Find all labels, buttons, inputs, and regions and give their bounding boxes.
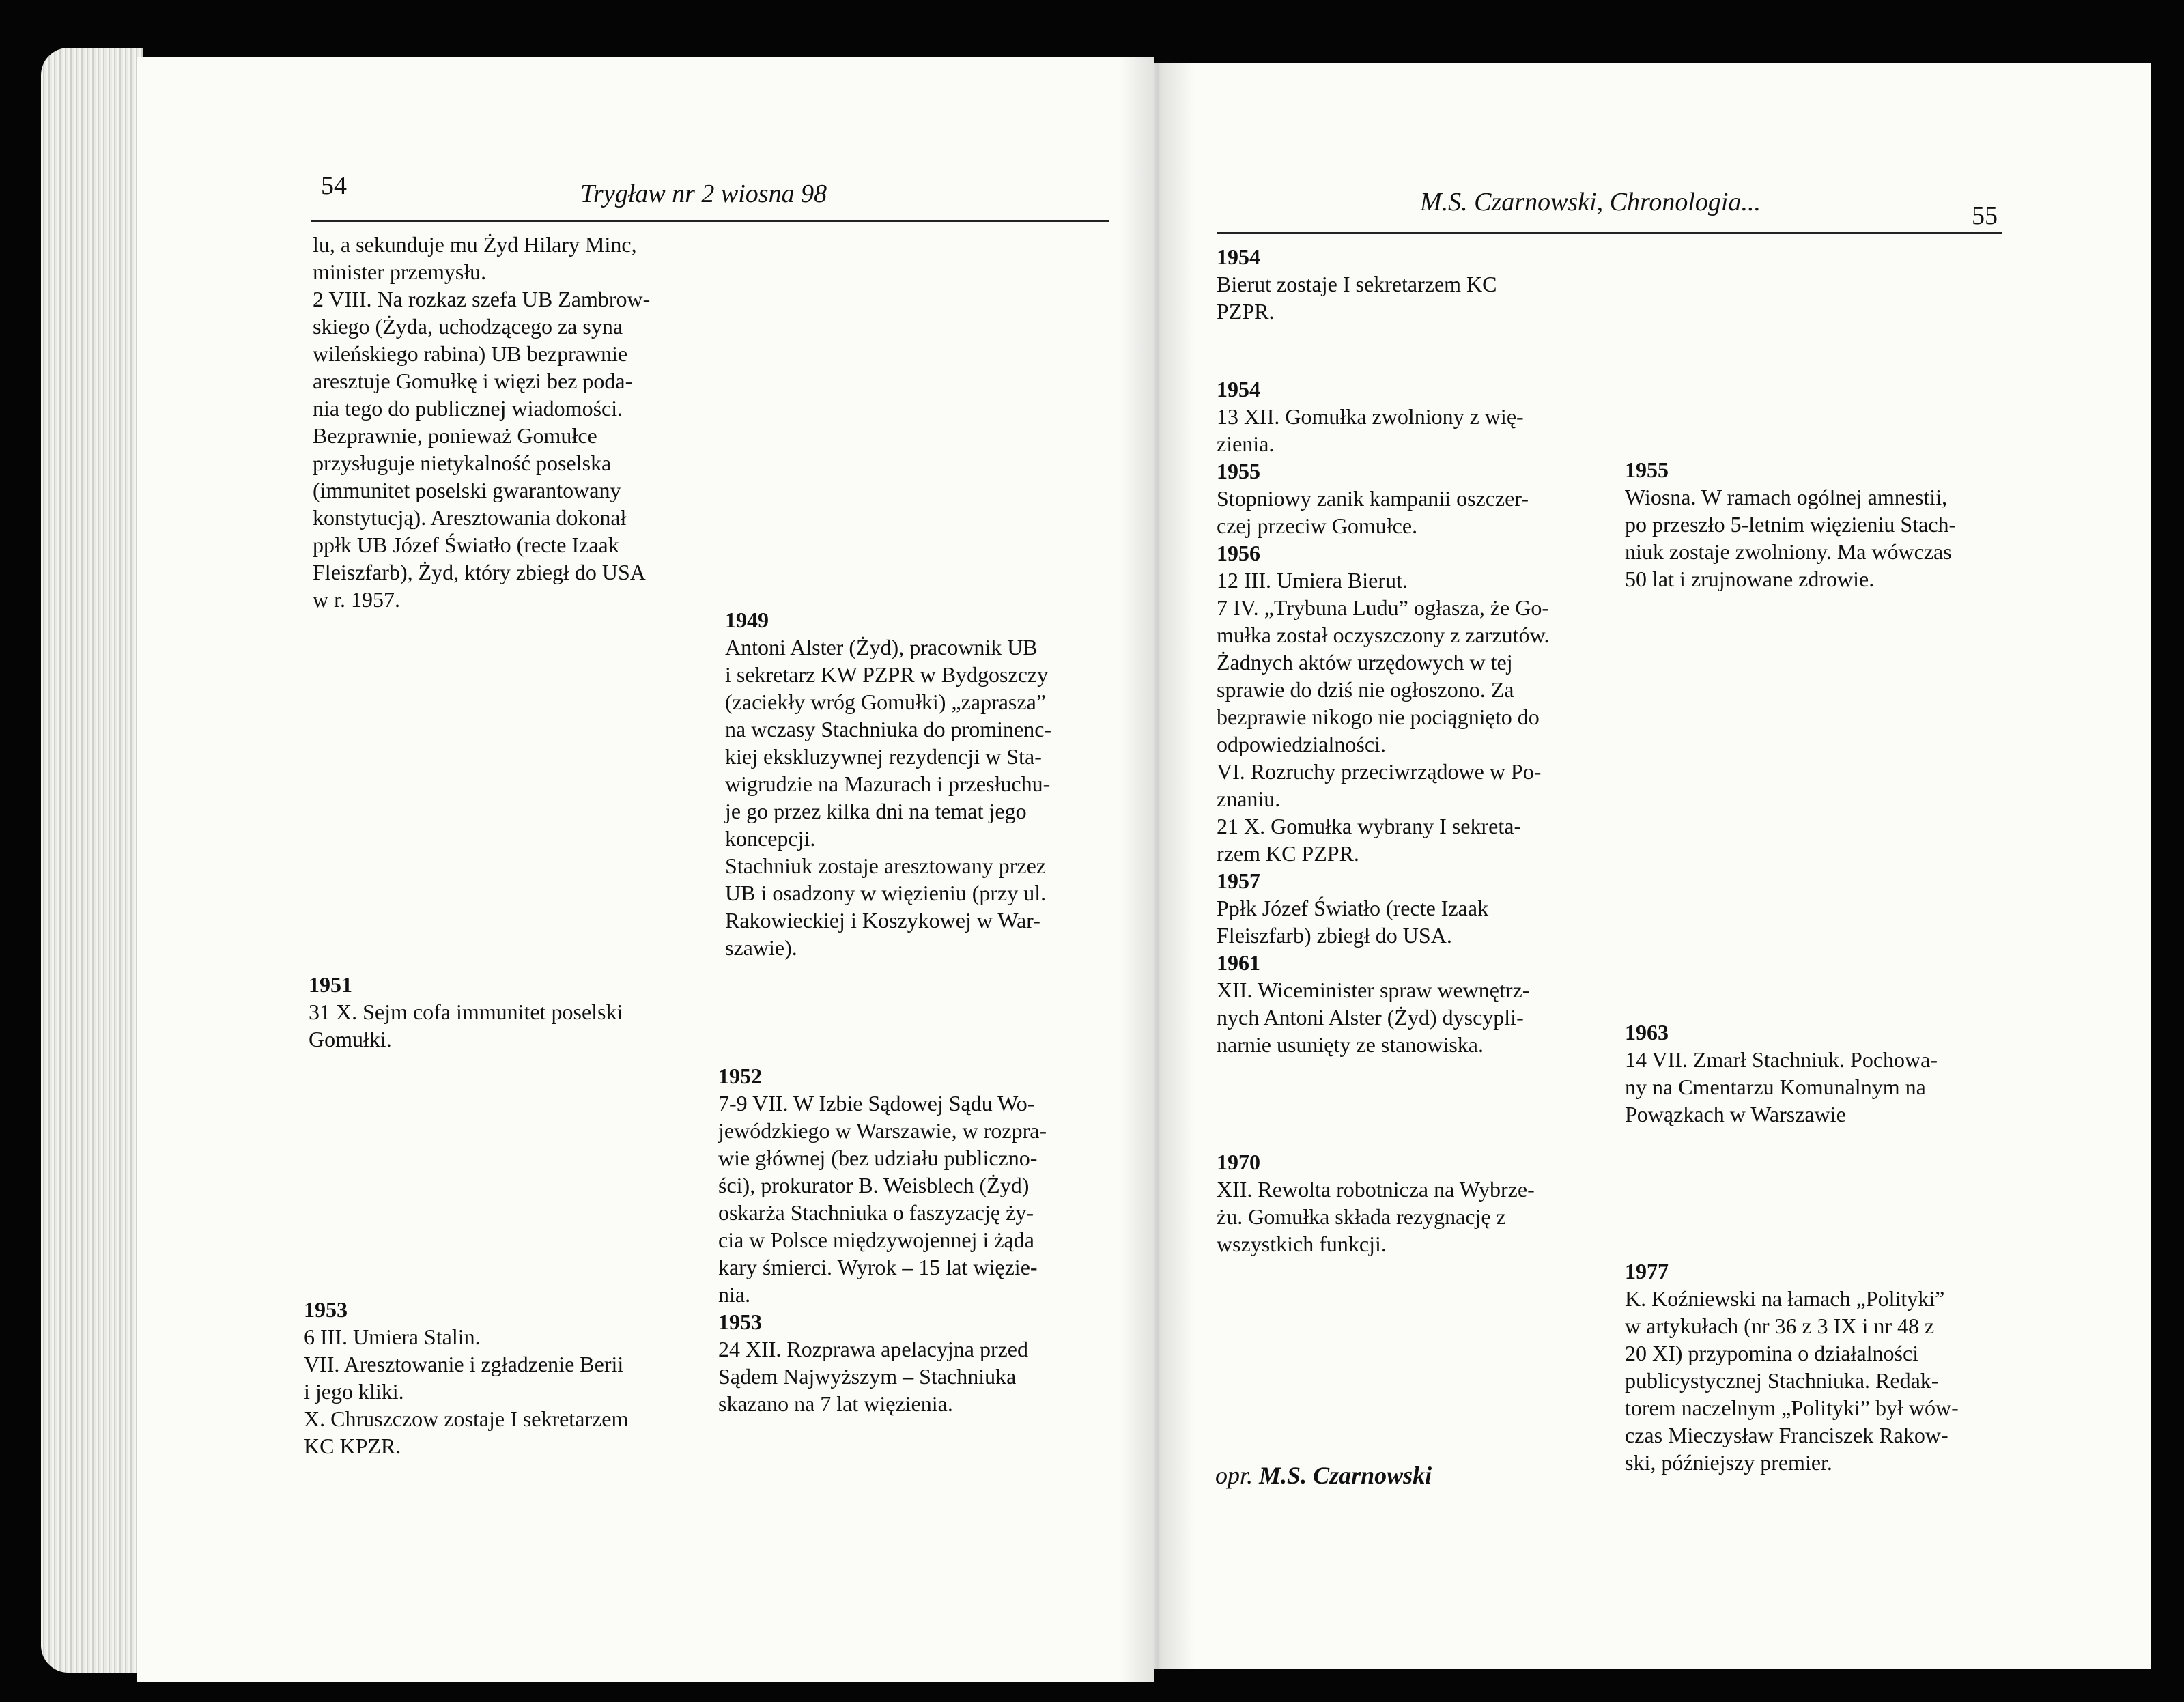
text-line: po przeszło 5-letnim więzieniu Stach- (1625, 512, 1957, 537)
text-line: 7-9 VII. W Izbie Sądowej Sądu Wo- (718, 1091, 1035, 1116)
text-line: 20 XI) przypomina o działalności (1625, 1341, 1919, 1365)
text-line: 2 VIII. Na rozkaz szefa UB Zambrow- (313, 287, 651, 311)
text-line: 7 IV. „Trybuna Ludu” ogłasza, że Go- (1217, 595, 1549, 620)
left-page-number: 54 (321, 171, 347, 200)
year-heading: 1955 (1625, 457, 1669, 482)
text-line: ski, późniejszy premier. (1625, 1450, 1832, 1475)
signature-prefix: opr. (1215, 1462, 1253, 1489)
year-heading: 1952 (718, 1064, 762, 1088)
text-line: żu. Gomułka składa rezygnację z (1217, 1204, 1506, 1229)
text-line: 31 X. Sejm cofa immunitet poselski (309, 999, 623, 1024)
right-col1-1970 (1217, 1148, 1599, 1258)
text-line: Fleiszfarb), Żyd, który zbiegł do USA (313, 560, 646, 584)
text-line: wileńskiego rabina) UB bezprawnie (313, 341, 628, 366)
text-line: koncepcji. (725, 826, 816, 851)
text-line: 12 III. Umiera Bierut. (1217, 568, 1408, 593)
left-header-rule (311, 220, 1109, 222)
text-line: kary śmierci. Wyrok – 15 lat więzie- (718, 1255, 1038, 1279)
text-line: jewódzkiego w Warszawie, w rozpra- (718, 1118, 1047, 1143)
year-heading: 1951 (309, 972, 352, 997)
text-line: ppłk UB Józef Światło (recte Izaak (313, 533, 619, 557)
text-line: odpowiedzialności. (1217, 732, 1386, 756)
year-heading: 1949 (725, 608, 769, 632)
year-heading: 1963 (1625, 1020, 1669, 1045)
text-line: narnie usunięty ze stanowiska. (1217, 1032, 1484, 1057)
text-line: wie głównej (bez udziału publiczno- (718, 1146, 1038, 1170)
text-line: sprawie do dziś nie ogłoszono. Za (1217, 677, 1514, 702)
year-heading: 1953 (718, 1309, 762, 1334)
text-line: zienia. (1217, 431, 1275, 456)
year-heading: 1954 (1217, 244, 1260, 269)
text-line: K. Koźniewski na łamach „Polityki” (1625, 1286, 1945, 1311)
left-running-title: Trygław nr 2 wiosna 98 (580, 180, 827, 208)
text-line: Rakowieckiej i Koszykowej w War- (725, 908, 1040, 933)
text-line: publicystycznej Stachniuka. Redak- (1625, 1368, 1939, 1393)
text-line: lu, a sekunduje mu Żyd Hilary Minc, (313, 232, 637, 257)
text-line: X. Chruszczow zostaje I sekretarzem (304, 1406, 629, 1431)
text-line: PZPR. (1217, 299, 1275, 324)
text-line: XII. Wiceminister spraw wewnętrz- (1217, 978, 1530, 1002)
text-line: i jego kliki. (304, 1379, 404, 1404)
text-line: VII. Aresztowanie i zgładzenie Berii (304, 1352, 624, 1376)
text-line: znaniu. (1217, 786, 1281, 811)
text-line: i sekretarz KW PZPR w Bydgoszczy (725, 662, 1049, 687)
text-line: Sądem Najwyższym – Stachniuka (718, 1364, 1017, 1389)
text-line: przysługuje nietykalność poselska (313, 451, 612, 475)
text-line: Ppłk Józef Światło (recte Izaak (1217, 896, 1489, 920)
text-line: czej przeciw Gomułce. (1217, 513, 1418, 538)
text-line: minister przemysłu. (313, 259, 487, 284)
text-line: 24 XII. Rozprawa apelacyjna przed (718, 1337, 1028, 1361)
text-line: 6 III. Umiera Stalin. (304, 1324, 481, 1349)
text-line: VI. Rozruchy przeciwrządowe w Po- (1217, 759, 1542, 784)
left-col2-1952-1953 (718, 1062, 1101, 1417)
text-line: skiego (Żyda, uchodzącego za syna (313, 314, 623, 339)
right-col2-1977 (1625, 1258, 2007, 1476)
text-line: rzem KC PZPR. (1217, 841, 1359, 866)
year-heading: 1957 (1217, 868, 1260, 893)
text-line: (immunitet poselski gwarantowany (313, 478, 621, 502)
text-line: torem naczelnym „Polityki” był wów- (1625, 1395, 1959, 1420)
year-heading: 1955 (1217, 459, 1260, 483)
text-line: Stopniowy zanik kampanii oszczer- (1217, 486, 1529, 511)
text-line: Wiosna. W ramach ogólnej amnestii, (1625, 485, 1948, 509)
text-line: cia w Polsce międzywojennej i żąda (718, 1228, 1034, 1252)
right-col1-main (1217, 375, 1599, 1058)
signature-name: M.S. Czarnowski (1259, 1462, 1432, 1489)
text-line: XII. Rewolta robotnicza na Wybrze- (1217, 1177, 1535, 1202)
left-col1-top (313, 231, 695, 613)
year-heading: 1961 (1217, 950, 1260, 975)
book-page-edges (41, 48, 143, 1673)
year-heading: 1977 (1625, 1259, 1669, 1283)
text-line: Antoni Alster (Żyd), pracownik UB (725, 635, 1038, 659)
text-line: 50 lat i zrujnowane zdrowie. (1625, 567, 1875, 591)
text-line: ny na Cmentarzu Komunalnym na (1625, 1075, 1926, 1099)
year-heading: 1970 (1217, 1150, 1260, 1174)
right-header-rule (1217, 232, 2002, 234)
year-heading: 1953 (304, 1297, 348, 1322)
text-line: w r. 1957. (313, 587, 400, 612)
text-line: wigrudzie na Mazurach i przesłuchu- (725, 771, 1051, 796)
author-signature (1215, 1461, 1432, 1490)
text-line: Bezprawnie, ponieważ Gomułce (313, 423, 597, 448)
text-line: bezprawie nikogo nie pociągnięto do (1217, 705, 1540, 729)
right-col2-1963 (1625, 1019, 2007, 1128)
text-line: Bierut zostaje I sekretarzem KC (1217, 272, 1497, 296)
text-line: szawie). (725, 935, 797, 960)
text-line: Żadnych aktów urzędowych w tej (1217, 650, 1513, 675)
right-page-number: 55 (1972, 201, 1998, 230)
year-heading: 1954 (1217, 377, 1260, 401)
book-gutter (1120, 57, 1195, 1682)
text-line: Stachniuk zostaje aresztowany przez (725, 853, 1047, 878)
text-line: nych Antoni Alster (Żyd) dyscypli- (1217, 1005, 1524, 1030)
text-line: 13 XII. Gomułka zwolniony z wię- (1217, 404, 1524, 429)
text-line: skazano na 7 lat więzienia. (718, 1391, 953, 1416)
text-line: wszystkich funkcji. (1217, 1232, 1387, 1256)
text-line: aresztuje Gomułkę i więzi bez poda- (313, 369, 633, 393)
right-col1-1954a (1217, 243, 1599, 325)
left-col2-1949 (725, 606, 1107, 961)
text-line: nia tego do publicznej wiadomości. (313, 396, 623, 421)
right-running-title: M.S. Czarnowski, Chronologia... (1420, 188, 1761, 216)
text-line: kiej ekskluzywnej rezydencji w Sta- (725, 744, 1042, 769)
text-line: je go przez kilka dni na temat jego (725, 799, 1027, 823)
text-line: nia. (718, 1282, 751, 1307)
text-line: konstytucją). Aresztowania dokonał (313, 505, 627, 530)
text-line: oskarża Stachniuka o faszyzację ży- (718, 1200, 1034, 1225)
text-line: na wczasy Stachniuka do prominenc- (725, 717, 1052, 741)
text-line: Gomułki. (309, 1027, 392, 1051)
left-col1-1951 (309, 971, 691, 1053)
text-line: czas Mieczysław Franciszek Rakow- (1625, 1423, 1948, 1447)
text-line: niuk zostaje zwolniony. Ma wówczas (1625, 539, 1952, 564)
right-col2-1955 (1625, 456, 2007, 593)
text-line: Powązkach w Warszawie (1625, 1102, 1846, 1126)
text-line: mułka został oczyszczony z zarzutów. (1217, 623, 1550, 647)
text-line: 14 VII. Zmarł Stachniuk. Pochowa- (1625, 1047, 1938, 1072)
text-line: KC KPZR. (304, 1434, 401, 1458)
text-line: w artykułach (nr 36 z 3 IX i nr 48 z (1625, 1314, 1935, 1338)
year-heading: 1956 (1217, 541, 1260, 565)
text-line: UB i osadzony w więzieniu (przy ul. (725, 881, 1047, 905)
text-line: (zaciekły wróg Gomułki) „zaprasza” (725, 690, 1046, 714)
text-line: Fleiszfarb) zbiegł do USA. (1217, 923, 1452, 948)
text-line: 21 X. Gomułka wybrany I sekreta- (1217, 814, 1522, 838)
text-line: ści), prokurator B. Weisblech (Żyd) (718, 1173, 1030, 1197)
left-col1-1953 (304, 1296, 686, 1460)
